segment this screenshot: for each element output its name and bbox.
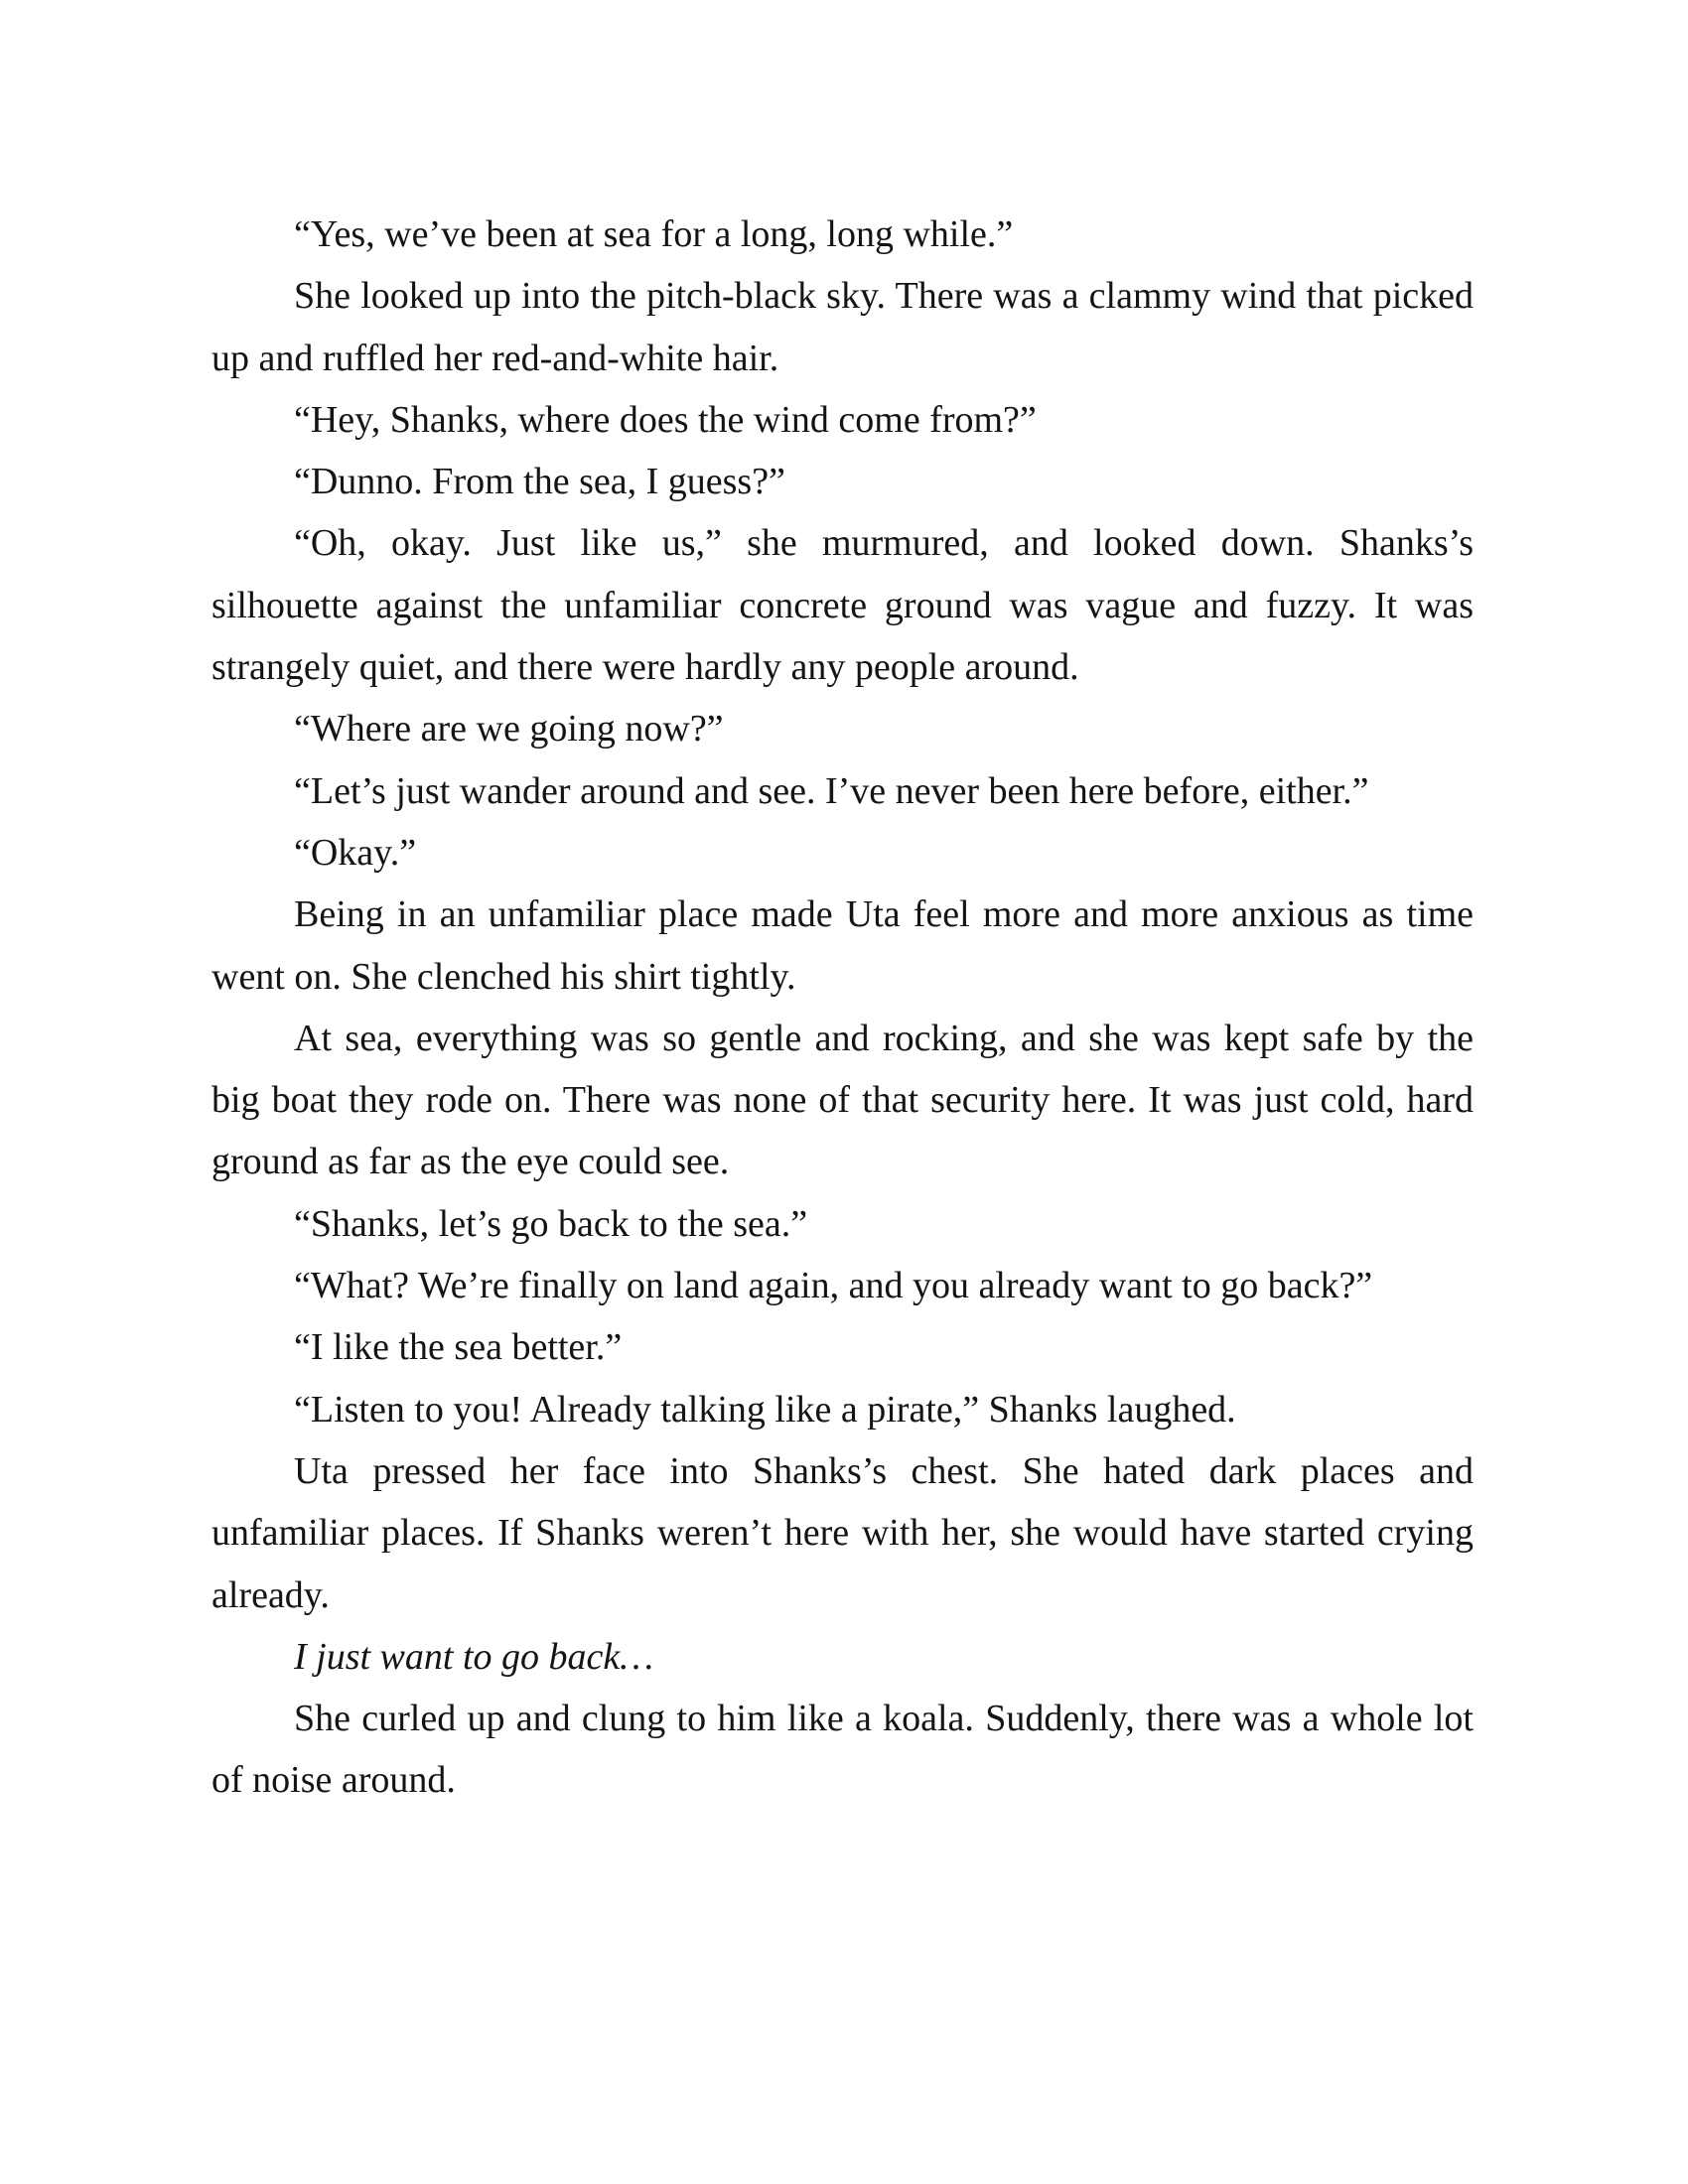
paragraph: Uta pressed her face into Shanks’s chest. She hated dark places and unfamiliar places. If Shanks weren’t here with her, she would have started crying already. [211,1449,1474,1616]
paragraph: “Let’s just wander around and see. I’ve never been here before, either.” [294,769,1369,812]
paragraph: “Shanks, let’s go back to the sea.” [294,1202,808,1245]
paragraph: Being in an unfamiliar place made Uta feel more and more anxious as time went on. She clenched his shirt tightly. [211,893,1474,998]
paragraph: “Okay.” [294,831,417,874]
paragraph: She looked up into the pitch-black sky. There was a clammy wind that picked up and ruffled her red-and-white hair. [211,275,1474,379]
paragraph: “Where are we going now?” [294,708,724,751]
paragraph: “Hey, Shanks, where does the wind come from?” [294,398,1037,441]
paragraph: “Yes, we’ve been at sea for a long, long while.” [294,213,1014,255]
paragraph: At sea, everything was so gentle and rocking, and she was kept safe by the big boat they rode on. There was none of that security here. It was just cold, hard ground as far as the eye could see. [211,1017,1474,1183]
paragraph: “What? We’re finally on land again, and you already want to go back?” [294,1265,1373,1307]
paragraph: “Dunno. From the sea, I guess?” [294,461,785,503]
paragraph: “Oh, okay. Just like us,” she murmured, and looked down. Shanks’s silhouette against the unfamiliar concrete ground was vague and fuzzy. It was strangely quiet, and there were hardly any people around. [211,522,1474,689]
paragraph-italic-thought: I just want to go back… [294,1635,654,1678]
paragraph: “I like the sea better.” [294,1326,623,1369]
paragraph: “Listen to you! Already talking like a pirate,” Shanks laughed. [294,1388,1236,1431]
body-text [211,204,1474,1812]
paragraph: She curled up and clung to him like a koala. Suddenly, there was a whole lot of noise around. [211,1698,1474,1802]
